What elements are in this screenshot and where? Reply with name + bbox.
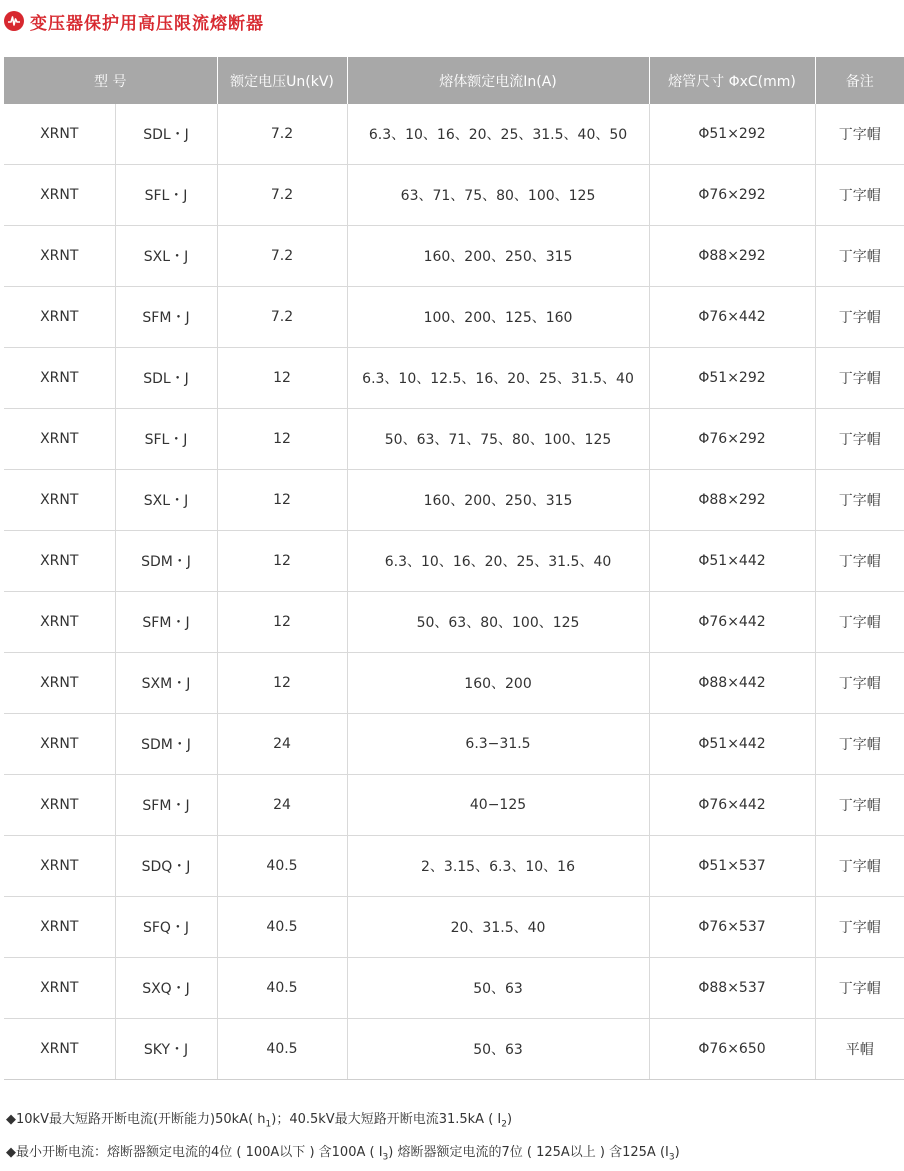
cell-remark: 丁字帽 [815,470,904,531]
page-title: 变压器保护用高压限流熔断器 [30,13,264,34]
cell-size: Φ51×292 [649,348,815,409]
cell-voltage: 40.5 [217,897,347,958]
cell-current: 50、63、80、100、125 [347,592,649,653]
cell-current: 63、71、75、80、100、125 [347,165,649,226]
cell-current: 40−125 [347,775,649,836]
cell-current: 160、200 [347,653,649,714]
cell-current: 100、200、125、160 [347,287,649,348]
cell-current: 6.3、10、16、20、25、31.5、40、50 [347,104,649,165]
cell-series: XRNT [4,104,115,165]
cell-series: XRNT [4,287,115,348]
cell-remark: 丁字帽 [815,531,904,592]
cell-series: XRNT [4,653,115,714]
cell-series: XRNT [4,775,115,836]
cell-remark: 丁字帽 [815,897,904,958]
cell-remark: 丁字帽 [815,775,904,836]
cell-remark: 丁字帽 [815,165,904,226]
cell-series: XRNT [4,1019,115,1080]
cell-type: SFM・J [115,775,217,836]
table-row [4,531,904,592]
cell-size: Φ76×537 [649,897,815,958]
table-row [4,897,904,958]
table-row [4,165,904,226]
cell-voltage: 12 [217,531,347,592]
cell-series: XRNT [4,958,115,1019]
cell-type: SFM・J [115,287,217,348]
title-bar [4,8,264,34]
cell-current: 2、3.15、6.3、10、16 [347,836,649,897]
cell-voltage: 7.2 [217,287,347,348]
header-remark: 备注 [815,57,904,104]
cell-current: 6.3−31.5 [347,714,649,775]
table-row [4,1019,904,1080]
cell-current: 160、200、250、315 [347,226,649,287]
note-minimum-breaking-current: ◆最小开断电流：熔断器额定电流的4位 ( 100A以下 ) 含100A ( $I_3$) 熔断器额定电流的7位 ( 125A以上 ) 含125A $(I_3)$ [6,1144,680,1163]
cell-size: Φ51×292 [649,104,815,165]
cell-type: SXL・J [115,226,217,287]
cell-size: Φ51×442 [649,531,815,592]
table-row [4,348,904,409]
cell-size: Φ88×292 [649,470,815,531]
cell-series: XRNT [4,165,115,226]
cell-voltage: 24 [217,714,347,775]
cell-size: Φ76×442 [649,775,815,836]
cell-type: SFM・J [115,592,217,653]
cell-remark: 丁字帽 [815,714,904,775]
cell-current: 50、63 [347,1019,649,1080]
cell-remark: 丁字帽 [815,592,904,653]
cell-series: XRNT [4,348,115,409]
table-row [4,775,904,836]
cell-size: Φ76×442 [649,592,815,653]
cell-size: Φ76×650 [649,1019,815,1080]
cell-voltage: 7.2 [217,104,347,165]
cell-voltage: 12 [217,592,347,653]
header-current: 熔体额定电流In(A) [347,57,649,104]
cell-series: XRNT [4,836,115,897]
cell-size: Φ88×442 [649,653,815,714]
cell-type: SFQ・J [115,897,217,958]
cell-size: Φ51×442 [649,714,815,775]
note-breaking-capacity: ◆10kV最大短路开断电流(开断能力)50kA( $h_1$)；40.5kV最大短路开断电流31.5kA ( $I_2$) [6,1112,513,1130]
cell-remark: 平帽 [815,1019,904,1080]
table-row [4,104,904,165]
table-row [4,409,904,470]
cell-remark: 丁字帽 [815,958,904,1019]
cell-series: XRNT [4,531,115,592]
cell-type: SXL・J [115,470,217,531]
table-row [4,592,904,653]
cell-voltage: 12 [217,470,347,531]
cell-type: SFL・J [115,165,217,226]
cell-type: SKY・J [115,1019,217,1080]
table-row [4,653,904,714]
cell-series: XRNT [4,714,115,775]
cell-series: XRNT [4,226,115,287]
cell-current: 160、200、250、315 [347,470,649,531]
cell-size: Φ88×292 [649,226,815,287]
cell-type: SDQ・J [115,836,217,897]
cell-type: SDL・J [115,348,217,409]
cell-series: XRNT [4,897,115,958]
table-header-row [4,57,904,104]
cell-type: SDM・J [115,531,217,592]
table-row [4,836,904,897]
cell-remark: 丁字帽 [815,104,904,165]
cell-voltage: 12 [217,653,347,714]
cell-remark: 丁字帽 [815,653,904,714]
cell-size: Φ88×537 [649,958,815,1019]
cell-voltage: 40.5 [217,1019,347,1080]
cell-type: SDM・J [115,714,217,775]
cell-size: Φ76×292 [649,409,815,470]
header-model: 型 号 [4,57,217,104]
cell-current: 50、63、71、75、80、100、125 [347,409,649,470]
header-voltage: 额定电压Un(kV) [217,57,347,104]
cell-remark: 丁字帽 [815,836,904,897]
cell-remark: 丁字帽 [815,287,904,348]
table-row [4,226,904,287]
cell-current: 6.3、10、16、20、25、31.5、40 [347,531,649,592]
cell-voltage: 24 [217,775,347,836]
cell-voltage: 12 [217,348,347,409]
cell-current: 20、31.5、40 [347,897,649,958]
cell-remark: 丁字帽 [815,348,904,409]
header-size: 熔管尺寸 ΦxC(mm) [649,57,815,104]
cell-series: XRNT [4,409,115,470]
cell-voltage: 12 [217,409,347,470]
cell-type: SXQ・J [115,958,217,1019]
cell-type: SFL・J [115,409,217,470]
cell-series: XRNT [4,470,115,531]
table-row [4,287,904,348]
cell-type: SDL・J [115,104,217,165]
cell-size: Φ76×292 [649,165,815,226]
cell-type: SXM・J [115,653,217,714]
table-row [4,470,904,531]
cell-voltage: 40.5 [217,836,347,897]
pulse-logo-icon [4,11,24,31]
cell-current: 50、63 [347,958,649,1019]
table-row [4,714,904,775]
cell-voltage: 7.2 [217,165,347,226]
cell-voltage: 40.5 [217,958,347,1019]
table-body [4,104,904,1080]
cell-voltage: 7.2 [217,226,347,287]
cell-size: Φ51×537 [649,836,815,897]
table-row [4,958,904,1019]
cell-series: XRNT [4,592,115,653]
cell-remark: 丁字帽 [815,226,904,287]
notes [6,1106,680,1171]
cell-current: 6.3、10、12.5、16、20、25、31.5、40 [347,348,649,409]
spec-table [4,57,904,1080]
cell-size: Φ76×442 [649,287,815,348]
cell-remark: 丁字帽 [815,409,904,470]
